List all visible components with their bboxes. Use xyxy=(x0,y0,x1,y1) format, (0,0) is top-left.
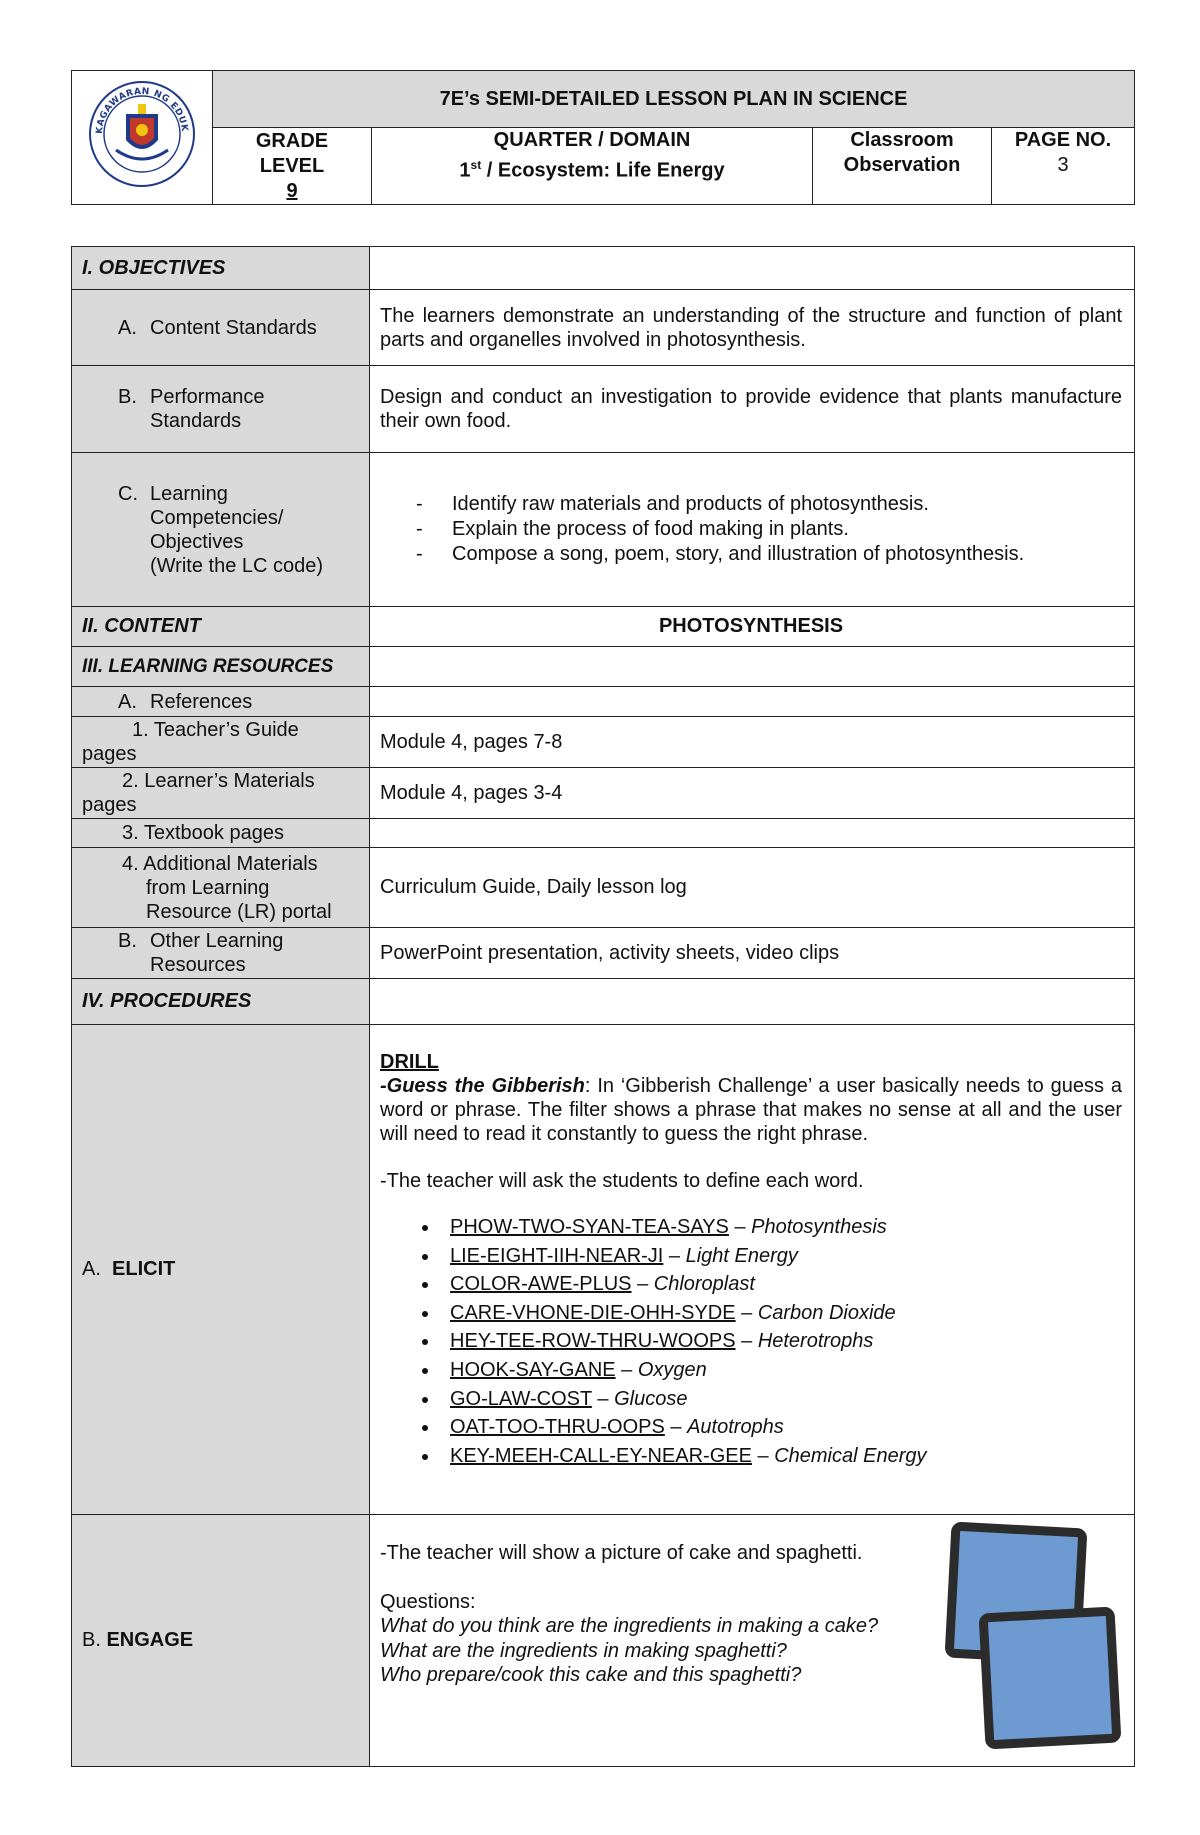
other-resources-label: B. Other Learning Resources xyxy=(118,930,284,976)
additional-materials-label: 4. Additional Materials from Learning Resource (LR) portal xyxy=(122,852,332,923)
references-label: A. References xyxy=(118,690,253,713)
list-item: - Explain the process of food making in plants. xyxy=(416,517,1122,542)
references-row xyxy=(72,687,1135,717)
teacher-ask-text: -The teacher will ask the students to define each word. xyxy=(380,1170,864,1192)
elicit-row xyxy=(72,1025,1135,1515)
gibberish-word: OAT-TOO-THRU-OOPS xyxy=(450,1416,665,1439)
engage-row xyxy=(72,1515,1135,1767)
gibberish-separator: – xyxy=(735,1330,758,1353)
procedures-row xyxy=(72,979,1135,1025)
quarter-domain-cell xyxy=(372,128,813,205)
gibberish-list xyxy=(380,1213,1122,1470)
gibberish-word: HEY-TEE-ROW-THRU-WOOPS xyxy=(450,1330,736,1353)
gibberish-meaning: Autotrophs xyxy=(687,1416,784,1439)
textbook-pages-label: 3. Textbook pages xyxy=(122,821,284,844)
drill-title: DRILL xyxy=(380,1051,439,1073)
learning-resources-heading: III. LEARNING RESOURCES xyxy=(72,647,370,687)
content-heading: II. CONTENT xyxy=(72,607,370,647)
gibberish-item xyxy=(440,1442,1122,1471)
gibberish-meaning: Heterotrophs xyxy=(757,1330,874,1353)
gibberish-description: -Guess the Gibberish: In ‘Gibberish Challenge’ a user basically needs to guess a word or phrase. The filter shows a phrase that makes no sense at all and the user will need to read it constantly to guess the right phrase. xyxy=(380,1075,1122,1145)
additional-materials-value: Curriculum Guide, Daily lesson log xyxy=(370,848,1135,928)
textbook-pages-value xyxy=(370,819,1135,848)
gibberish-separator: – xyxy=(631,1273,654,1296)
level-label: LEVEL xyxy=(259,154,325,177)
lesson-plan-title: 7E’s SEMI-DETAILED LESSON PLAN IN SCIENCE xyxy=(213,71,1135,128)
elicit-label: A. ELICIT xyxy=(72,1025,370,1515)
gibberish-separator: – xyxy=(735,1301,758,1324)
gibberish-word: COLOR-AWE-PLUS xyxy=(450,1273,632,1296)
content-row xyxy=(72,607,1135,647)
domain-value: 1st / Ecosystem: Life Energy xyxy=(459,158,725,182)
textbook-pages-row xyxy=(72,819,1135,848)
gibberish-meaning: Light Energy xyxy=(685,1244,798,1267)
teachers-guide-row: 1. Teacher’s Guide pages Module 4, pages 7-8 xyxy=(72,717,1135,768)
gibberish-separator: – xyxy=(664,1416,688,1439)
gibberish-meaning: Oxygen xyxy=(637,1358,707,1381)
question-item: What are the ingredients in making spaghetti? xyxy=(380,1639,787,1662)
gibberish-word: KEY-MEEH-CALL-EY-NEAR-GEE xyxy=(450,1444,752,1467)
gibberish-separator: – xyxy=(751,1444,775,1467)
gibberish-item xyxy=(440,1213,1122,1242)
objectives-row xyxy=(72,247,1135,290)
gibberish-word: HOOK-SAY-GANE xyxy=(450,1358,616,1381)
content-standards-row xyxy=(72,290,1135,366)
gibberish-separator: – xyxy=(591,1387,615,1410)
lesson-plan-header xyxy=(71,70,1135,205)
seal-text: KAGAWARAN NG EDUK xyxy=(94,86,190,135)
gibberish-item xyxy=(440,1327,1122,1356)
gibberish-meaning: Chloroplast xyxy=(653,1273,755,1296)
gibberish-word: PHOW-TWO-SYAN-TEA-SAYS xyxy=(450,1216,729,1238)
learning-competencies-label: C. Learning Competencies/ Objectives (Write the LC code) xyxy=(118,482,324,577)
gibberish-separator: – xyxy=(663,1244,686,1267)
content-standards-label: A. Content Standards xyxy=(118,316,317,339)
question-item: Who prepare/cook this cake and this spaghetti? xyxy=(380,1664,802,1686)
gibberish-separator: – xyxy=(615,1358,638,1381)
gibberish-meaning: Chemical Energy xyxy=(774,1444,927,1467)
observation-label: Observation xyxy=(843,154,961,176)
gibberish-meaning: Carbon Dioxide xyxy=(757,1301,896,1324)
additional-materials-row xyxy=(72,848,1135,928)
page-value: 3 xyxy=(1057,154,1069,176)
gibberish-item xyxy=(440,1242,1122,1271)
gibberish-item xyxy=(440,1385,1122,1414)
performance-standards-text: Design and conduct an investigation to provide evidence that plants manufacture their own food. xyxy=(370,366,1135,453)
gibberish-word: LIE-EIGHT-IIH-NEAR-JI xyxy=(450,1244,664,1267)
deped-seal-icon xyxy=(86,78,198,190)
deped-seal-cell xyxy=(72,71,213,205)
list-item: - Compose a song, poem, story, and illustration of photosynthesis. xyxy=(416,542,1122,567)
other-resources-row xyxy=(72,928,1135,979)
questions-label: Questions: xyxy=(380,1590,476,1613)
gibberish-meaning: Glucose xyxy=(614,1387,688,1410)
question-item: What do you think are the ingredients in making a cake? xyxy=(380,1615,879,1637)
quarter-label: QUARTER / DOMAIN xyxy=(493,129,691,151)
learners-materials-label: 2. Learner’s Materials xyxy=(122,770,315,792)
gibberish-separator: – xyxy=(728,1216,752,1238)
gibberish-item xyxy=(440,1356,1122,1385)
teachers-guide-value: Module 4, pages 7-8 xyxy=(370,717,1135,768)
gibberish-item xyxy=(440,1413,1122,1442)
classroom-label: Classroom xyxy=(850,129,954,151)
teachers-guide-label: 1. Teacher’s Guide xyxy=(132,719,299,741)
gibberish-word: CARE-VHONE-DIE-OHH-SYDE xyxy=(450,1301,736,1324)
learners-materials-row: 2. Learner’s Materials pages Module 4, pages 3-4 xyxy=(72,768,1135,819)
engage-label: B. ENGAGE xyxy=(72,1515,370,1767)
content-value: PHOTOSYNTHESIS xyxy=(370,607,1135,647)
grade-level-cell xyxy=(213,128,372,205)
content-standards-text: The learners demonstrate an understanding of the structure and function of plant parts and organelles involved in photosynthesis. xyxy=(370,290,1135,366)
learners-materials-value: Module 4, pages 3-4 xyxy=(370,768,1135,819)
engage-intro: -The teacher will show a picture of cake and spaghetti. xyxy=(380,1542,863,1564)
performance-standards-row xyxy=(72,366,1135,453)
grade-label: GRADE xyxy=(255,129,329,152)
gibberish-word: GO-LAW-COST xyxy=(450,1387,592,1410)
gibberish-item xyxy=(440,1270,1122,1299)
classroom-observation-cell xyxy=(813,128,992,205)
gibberish-meaning: Photosynthesis xyxy=(751,1216,887,1238)
page-label: PAGE NO. xyxy=(1014,129,1112,151)
competencies-list xyxy=(380,492,1122,567)
other-resources-value: PowerPoint presentation, activity sheets, video clips xyxy=(370,928,1135,979)
page-number-cell xyxy=(992,128,1135,205)
procedures-heading: IV. PROCEDURES xyxy=(72,979,370,1025)
performance-standards-label: B. Performance Standards xyxy=(118,386,265,432)
learning-competencies-row xyxy=(72,453,1135,607)
gibberish-item xyxy=(440,1299,1122,1328)
list-item: - Identify raw materials and products of photosynthesis. xyxy=(416,492,1122,517)
learning-resources-row xyxy=(72,647,1135,687)
lesson-plan-table xyxy=(71,246,1135,1767)
level-value: 9 xyxy=(286,179,298,202)
objectives-heading: I. OBJECTIVES xyxy=(72,247,370,290)
